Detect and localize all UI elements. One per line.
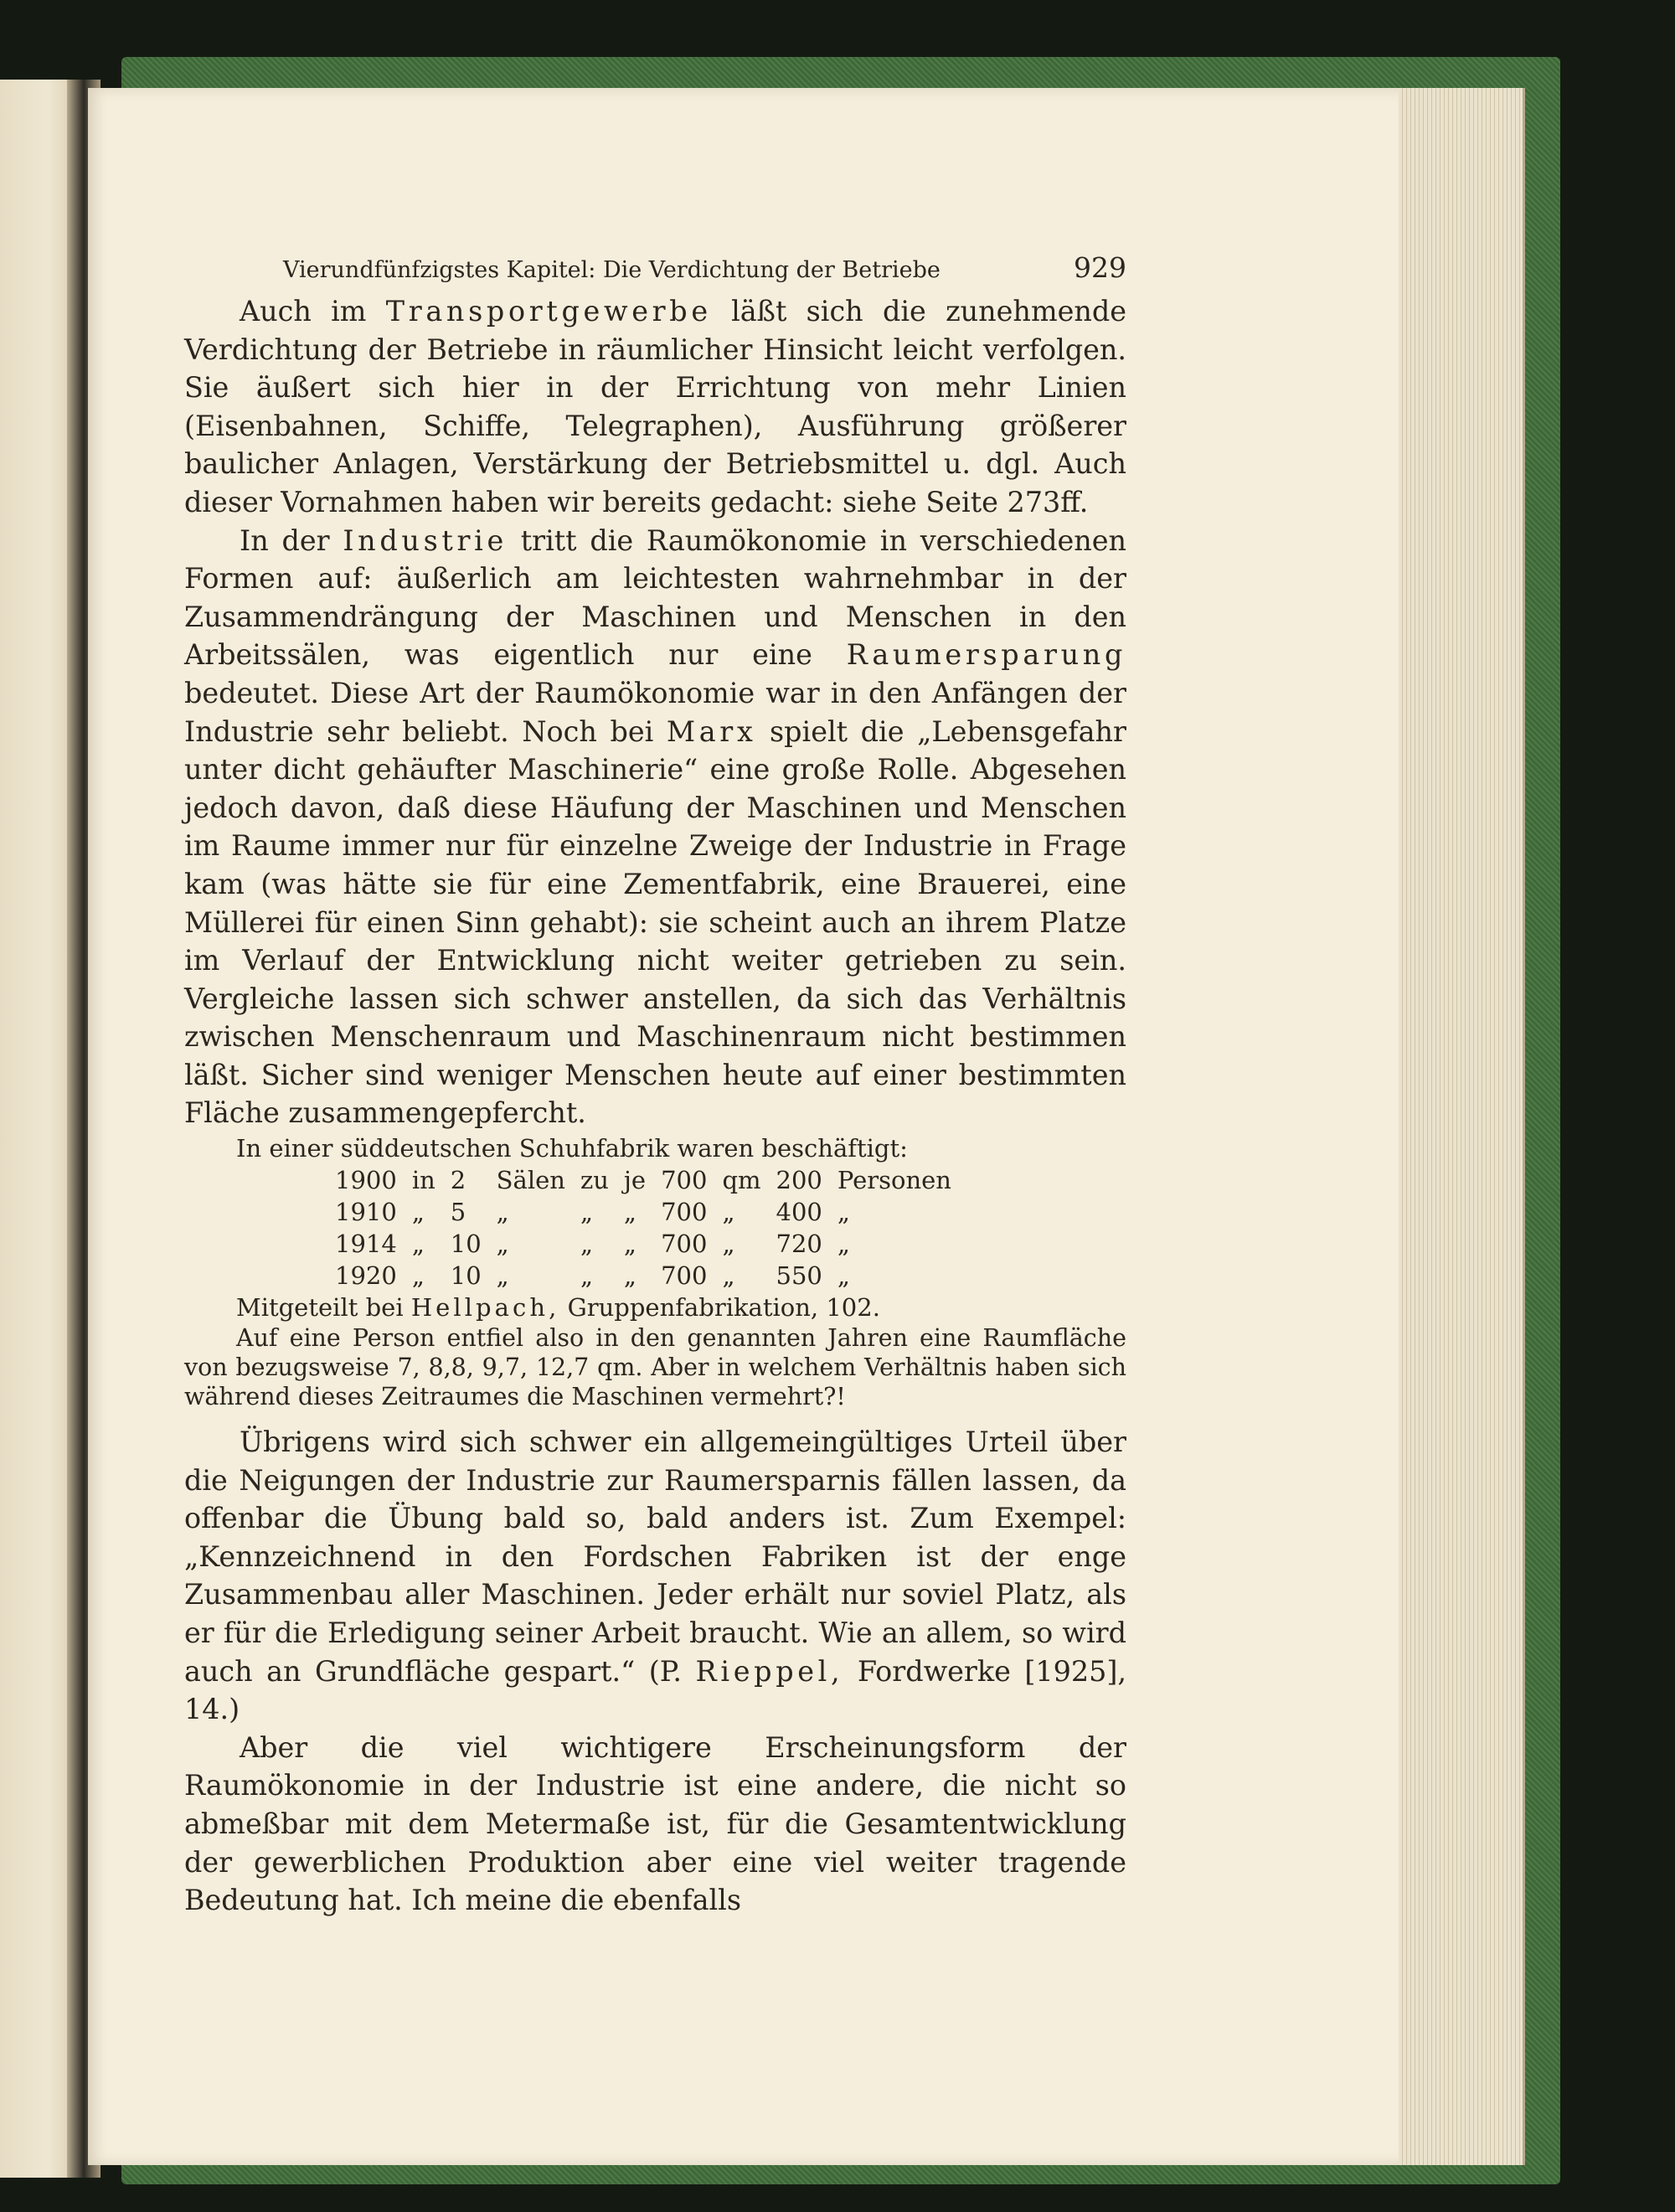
table-cell: „ <box>722 1230 735 1259</box>
p2-text-a: In der <box>240 523 330 557</box>
table-cell: in <box>411 1166 436 1195</box>
table-cell: qm <box>722 1166 761 1195</box>
p2-text-c: tritt die Raumökonomie in verschiedenen Formen auf: äußerlich am leichtesten wahrnehmbar in der Zusammendrängung der Maschinen und Menschen in den Arbeitssälen, was eigentlich nur eine <box>184 523 1127 672</box>
table-cell: 10 <box>450 1230 482 1259</box>
table-cell: „ <box>496 1198 509 1227</box>
table-cell: „ <box>623 1198 636 1227</box>
table-cell: „ <box>580 1230 593 1259</box>
table-intro: In einer süddeutschen Schuhfabrik waren beschäftigt: <box>236 1134 908 1163</box>
spacer <box>184 1411 1126 1423</box>
source-text-a: Mitgeteilt bei <box>236 1293 404 1323</box>
paragraph-fordwerke <box>184 1423 1126 1729</box>
table-cell: „ <box>411 1230 425 1259</box>
footnote-paragraph: Auf eine Person entfiel also in den genannten Jahren eine Raumfläche von bezugsweise 7, 8,8, 9,7, 12,7 qm. Aber in welchem Verhältnis haben sich während dieses Zeitraumes die Maschinen vermehrt?! <box>184 1324 1126 1411</box>
table-row <box>335 1164 951 1196</box>
table-cell: zu <box>580 1166 609 1195</box>
p2-text-g: spielt die „Lebensgefahr unter dicht gehäufter Maschinerie“ eine große Rolle. Abgesehen jedoch davon, daß diese Häufung der Maschinen und Menschen im Raume immer nur für einzelne Zweige der Industrie in Frage kam (was hätte sie für eine Zementfabrik, eine Brauerei, eine Müllerei für einen Sinn gehabt): sie scheint auch an ihrem Platze im Verlauf der Entwicklung nicht weiter getrieben zu sein. Vergleiche lassen sich schwer anstellen, da sich das Verhältnis zwischen Menschenraum und Maschinenraum nicht bestimmen läßt. Sicher sind weniger Menschen heute auf einer bestimmten Fläche zusammengepfercht. <box>184 714 1126 1130</box>
table-cell: 200 <box>776 1166 822 1195</box>
table-cell: „ <box>411 1198 425 1227</box>
table-cell: je <box>623 1166 647 1195</box>
table-cell: „ <box>496 1261 509 1291</box>
paragraph-industrie <box>184 522 1126 1133</box>
table-cell: „ <box>837 1261 850 1291</box>
table-cell: 720 <box>776 1230 822 1259</box>
table-cell: „ <box>722 1198 735 1227</box>
table-row <box>335 1260 951 1292</box>
paragraph-transport <box>184 292 1126 522</box>
table-cell: „ <box>580 1261 593 1291</box>
p1-emphasis: Transportgewerbe <box>385 295 712 327</box>
p1-text-a: Auch im <box>240 295 367 327</box>
table-cell: 10 <box>450 1261 482 1291</box>
table-cell: 400 <box>776 1198 822 1227</box>
table-row <box>335 1196 951 1228</box>
table-cell: Personen <box>837 1166 951 1195</box>
p3-author: Rieppel, <box>695 1654 844 1688</box>
source-text-c: Gruppenfabrikation, 102. <box>567 1293 880 1323</box>
table-cell: 700 <box>661 1198 708 1227</box>
table-cell: 1914 <box>335 1230 397 1259</box>
table-cell: 2 <box>450 1166 466 1195</box>
page-number: 929 <box>1074 251 1126 284</box>
p3-text-a: Übrigens wird sich schwer ein allgemeingültiges Urteil über die Neigungen der Industrie zur Raumersparnis fällen lassen, da offenbar die Übung bald so, bald anders ist. Zum Exempel: „Kennzeichnend in den Fordschen Fabriken ist der enge Zusammenbau aller Maschinen. Jeder erhält nur soviel Platz, als er für die Erledigung seiner Arbeit braucht. Wie an allem, so wird auch an Grundfläche gespart.“ (P. <box>184 1426 1126 1688</box>
table-cell: 5 <box>450 1198 466 1227</box>
table-cell: „ <box>837 1198 850 1227</box>
p2-text-e: bedeutet. Diese Art der Raumökonomie war in den Anfängen der Industrie sehr beliebt. Noch bei <box>184 676 1126 748</box>
table-cell: 1900 <box>335 1166 397 1195</box>
table-cell: 1910 <box>335 1198 397 1227</box>
page-edges <box>1399 88 1525 2165</box>
table-cell: 550 <box>776 1261 822 1291</box>
p2-emphasis-industrie: Industrie <box>343 523 508 557</box>
table-cell: „ <box>496 1230 509 1259</box>
employment-table <box>335 1164 951 1292</box>
table-source <box>184 1292 1126 1323</box>
table-cell: „ <box>411 1261 425 1291</box>
table-row <box>335 1228 951 1260</box>
source-author: Hellpach, <box>410 1293 560 1323</box>
p1-text-c: läßt sich die zunehmende Verdichtung der Betriebe in räumlicher Hinsicht leicht verfolgen. Sie äußert sich hier in der Errichtung von mehr Linien (Eisenbahnen, Schiffe, Telegraphen), Ausführung größerer baulicher Anlagen, Verstärkung der Betriebsmittel u. dgl. Auch dieser Vornahmen haben wir bereits gedacht: siehe Seite 273ff. <box>184 295 1127 518</box>
running-title: Vierundfünfzigstes Kapitel: Die Verdichtung der Betriebe <box>283 257 941 283</box>
p2-emphasis-raumersparung: Raumersparung <box>846 638 1126 672</box>
table-cell: 700 <box>661 1230 708 1259</box>
p3-text-c: Fordwerke [1925], 14.) <box>184 1654 1127 1726</box>
running-header <box>184 251 1126 284</box>
table-cell: „ <box>580 1198 593 1227</box>
table-cell: 700 <box>661 1166 708 1195</box>
table-cell: 1920 <box>335 1261 397 1291</box>
table-cell: „ <box>837 1230 850 1259</box>
paragraph-raumoekonomie: Aber die viel wichtigere Erscheinungsform der Raumökonomie in der Industrie ist eine andere, die nicht so abmeßbar mit dem Metermaße ist, für die Gesamtentwicklung der gewerblichen Produktion aber eine viel weiter tragende Bedeutung hat. Ich meine die ebenfalls <box>184 1730 1126 1917</box>
table-cell: Sälen <box>496 1166 565 1195</box>
table-cell: „ <box>623 1261 636 1291</box>
table-cell: „ <box>722 1261 735 1291</box>
page-text <box>184 251 1126 1920</box>
p2-emphasis-marx: Marx <box>666 714 757 748</box>
table-cell: „ <box>623 1230 636 1259</box>
table-cell: 700 <box>661 1261 708 1291</box>
